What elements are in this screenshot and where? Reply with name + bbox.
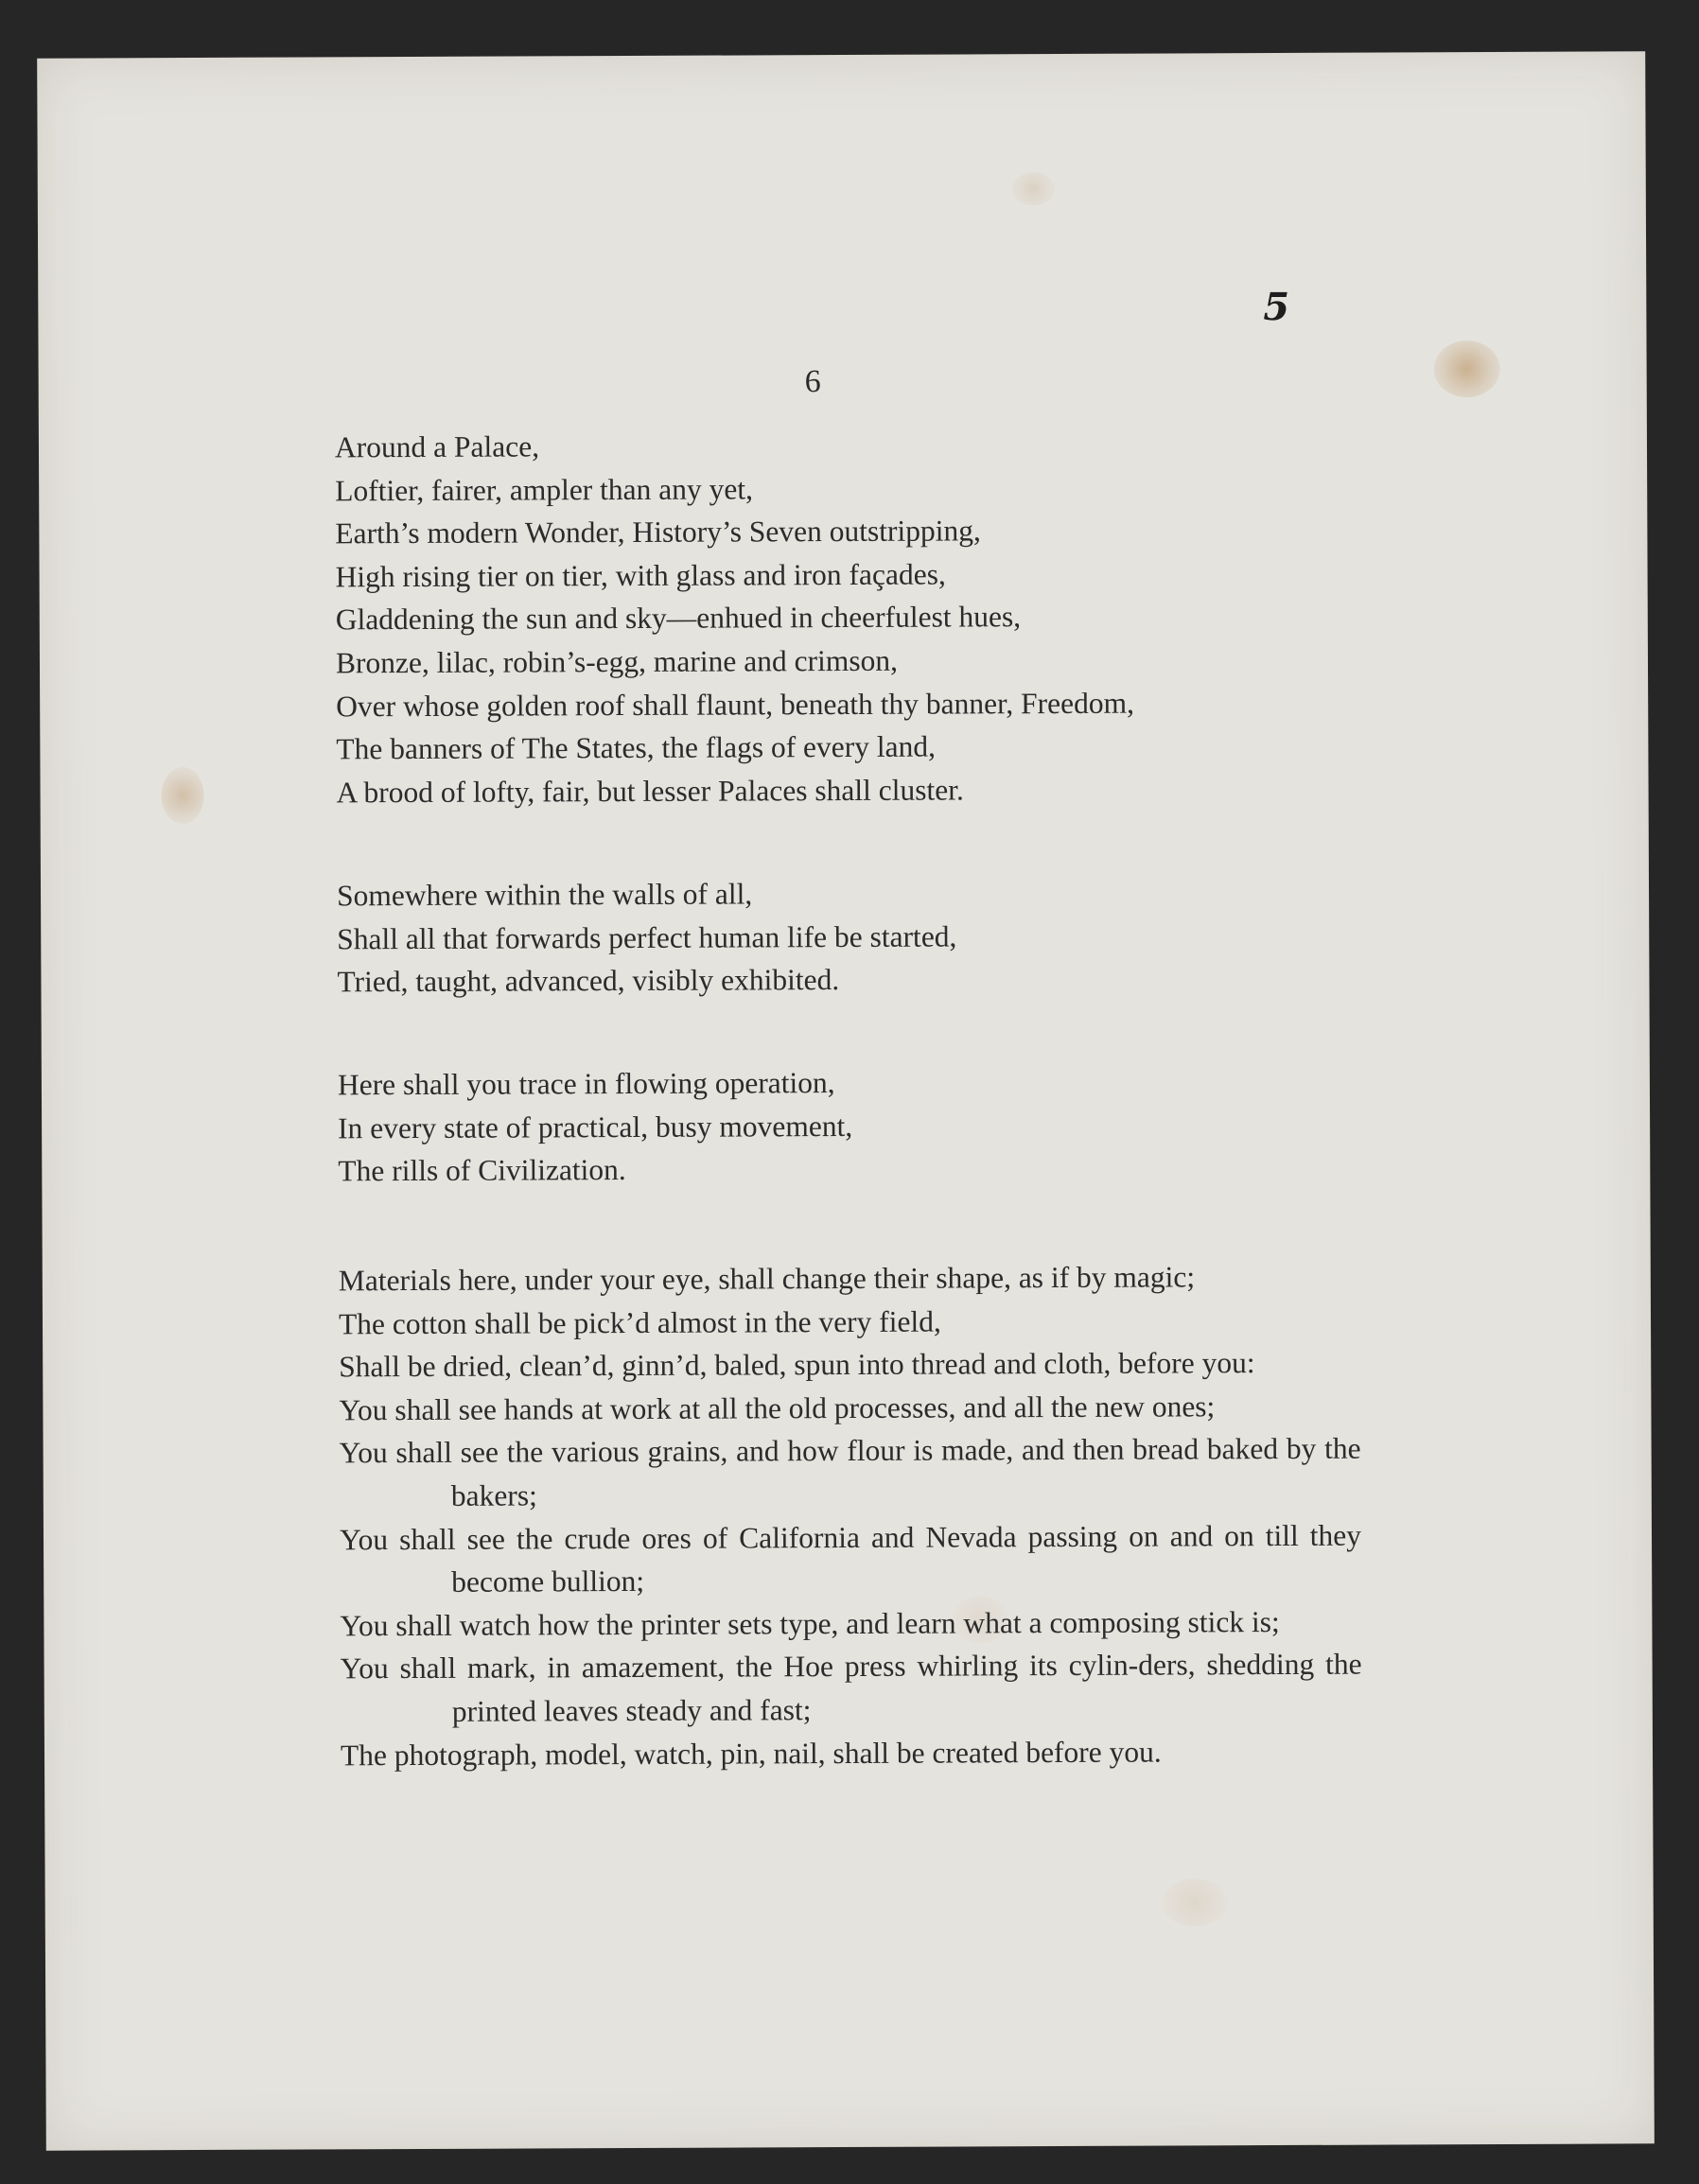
verse-line: Bronze, lilac, robin’s-egg, marine and crimson, bbox=[335, 643, 898, 680]
verse-line: Loftier, fairer, ampler than any yet, bbox=[335, 472, 754, 507]
verse-line: The banners of The States, the flags of every land, bbox=[336, 729, 937, 766]
verse-line: You shall see hands at work at all the old processes, and all the new ones; bbox=[339, 1389, 1216, 1427]
foxing-stain bbox=[1433, 341, 1499, 397]
verse-line: Shall be dried, clean’d, ginn’d, baled, spun into thread and cloth, before you: bbox=[339, 1346, 1255, 1384]
verse-line: A brood of lofty, fair, but lesser Palaces shall cluster. bbox=[336, 773, 964, 810]
verse-line: The rills of Civilization. bbox=[338, 1153, 626, 1188]
verse-line: The photograph, model, watch, pin, nail, shall be created before you. bbox=[340, 1735, 1162, 1772]
stanza bbox=[339, 1255, 1362, 1777]
verse-line: Earth’s modern Wonder, History’s Seven outstripping, bbox=[335, 514, 981, 550]
verse-line: Materials here, under your eye, shall change their shape, as if by magic; bbox=[338, 1260, 1196, 1298]
foxing-stain bbox=[161, 767, 203, 824]
verse-line: Shall all that forwards perfect human life be started, bbox=[337, 919, 957, 955]
verse-line: Around a Palace, bbox=[334, 429, 540, 464]
foxing-stain bbox=[1012, 172, 1055, 205]
verse-line: High rising tier on tier, with glass and iron façades, bbox=[335, 557, 946, 594]
printed-page bbox=[37, 51, 1655, 2150]
verse-line: Over whose golden roof shall flaunt, beneath thy banner, Freedom, bbox=[336, 686, 1134, 723]
verse-line: You shall watch how the printer sets type, and learn what a composing stick is; bbox=[340, 1604, 1280, 1643]
verse-line: Gladdening the sun and sky—enhued in cheerfulest hues, bbox=[335, 600, 1022, 637]
verse-line: You shall mark, in amazement, the Hoe press whirling its cylin-ders, shedding the printed leaves steady and fast; bbox=[340, 1647, 1362, 1728]
stanza bbox=[338, 1059, 1360, 1193]
stanza bbox=[335, 422, 1358, 814]
verse-line: Somewhere within the walls of all, bbox=[336, 877, 753, 913]
verse-line: In every state of practical, busy movement, bbox=[338, 1109, 853, 1144]
verse-line: You shall see the various grains, and how flour is made, and then bread baked by the bakers; bbox=[339, 1432, 1361, 1512]
verse-line: Tried, taught, advanced, visibly exhibited. bbox=[337, 963, 840, 999]
verse-line: Here shall you trace in flowing operation, bbox=[337, 1066, 835, 1102]
foxing-stain bbox=[1162, 1878, 1228, 1926]
verse-line: You shall see the crude ores of California and Nevada passing on and on till they become bullion; bbox=[339, 1518, 1362, 1599]
folio-mark: 5 bbox=[1263, 284, 1290, 330]
page-number: 6 bbox=[804, 364, 821, 400]
verse-line: The cotton shall be pick’d almost in the very field, bbox=[338, 1304, 941, 1340]
stanza bbox=[337, 870, 1359, 1004]
